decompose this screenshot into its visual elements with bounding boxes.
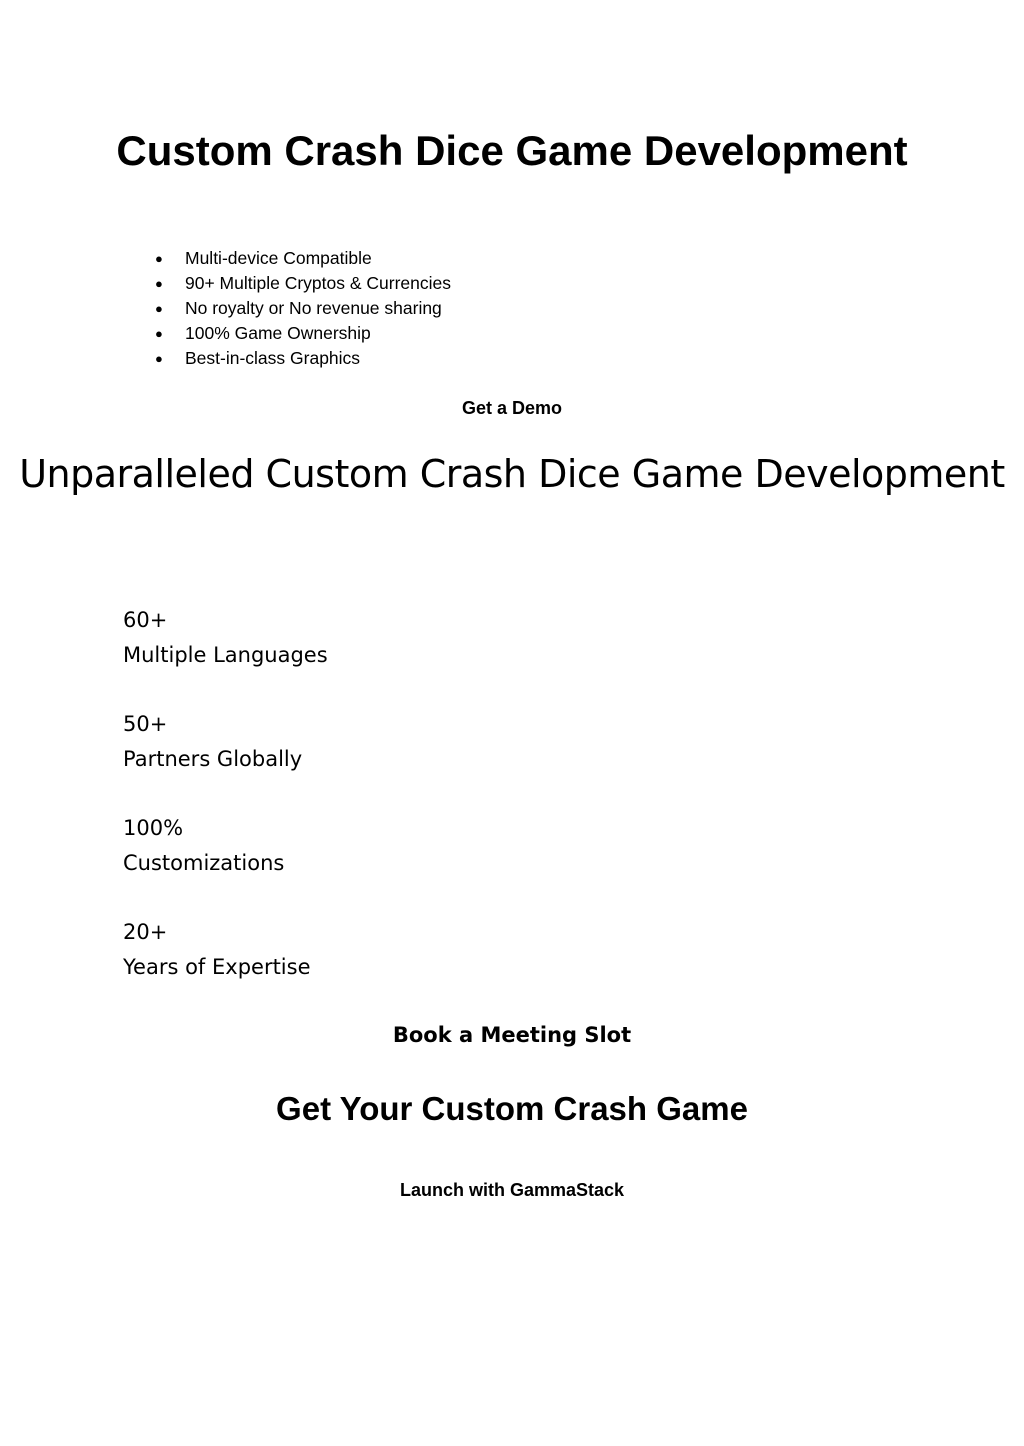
get-demo-link[interactable]: Get a Demo [461, 398, 563, 418]
list-item [155, 271, 451, 296]
stat-customizations [123, 811, 328, 881]
list-item [155, 346, 451, 371]
feature-text: 100% Game Ownership [185, 323, 371, 343]
page-title: Custom Crash Dice Game Development [116, 127, 908, 174]
list-item [155, 246, 451, 271]
stat-label: Multiple Languages [123, 643, 328, 667]
feature-text: No royalty or No revenue sharing [185, 298, 442, 318]
stat-value: 100% [123, 816, 184, 840]
stat-value: 50+ [123, 712, 168, 736]
stat-value: 20+ [123, 920, 168, 944]
feature-text: Best-in-class Graphics [185, 348, 361, 368]
list-item [155, 321, 451, 346]
bullet-icon: ● [155, 326, 163, 341]
stat-label: Years of Expertise [123, 955, 311, 979]
bullet-icon: ● [155, 251, 163, 266]
bullet-icon: ● [155, 301, 163, 316]
stat-partners [123, 707, 328, 777]
bullet-icon: ● [155, 351, 163, 366]
launch-gammastack-link[interactable]: Launch with GammaStack [399, 1180, 625, 1200]
closing-title: Get Your Custom Crash Game [276, 1090, 748, 1127]
stat-label: Customizations [123, 851, 285, 875]
bullet-icon: ● [155, 276, 163, 291]
stat-languages [123, 603, 328, 673]
stat-label: Partners Globally [123, 747, 303, 771]
feature-text: 90+ Multiple Cryptos & Currencies [185, 273, 452, 293]
book-meeting-link[interactable]: Book a Meeting Slot [392, 1023, 632, 1047]
stats-list [123, 603, 328, 1019]
feature-list [155, 246, 451, 371]
section-title: Unparalleled Custom Crash Dice Game Development [19, 452, 1005, 496]
stat-value: 60+ [123, 608, 168, 632]
list-item [155, 296, 451, 321]
stat-expertise [123, 915, 328, 985]
feature-text: Multi-device Compatible [185, 248, 372, 268]
